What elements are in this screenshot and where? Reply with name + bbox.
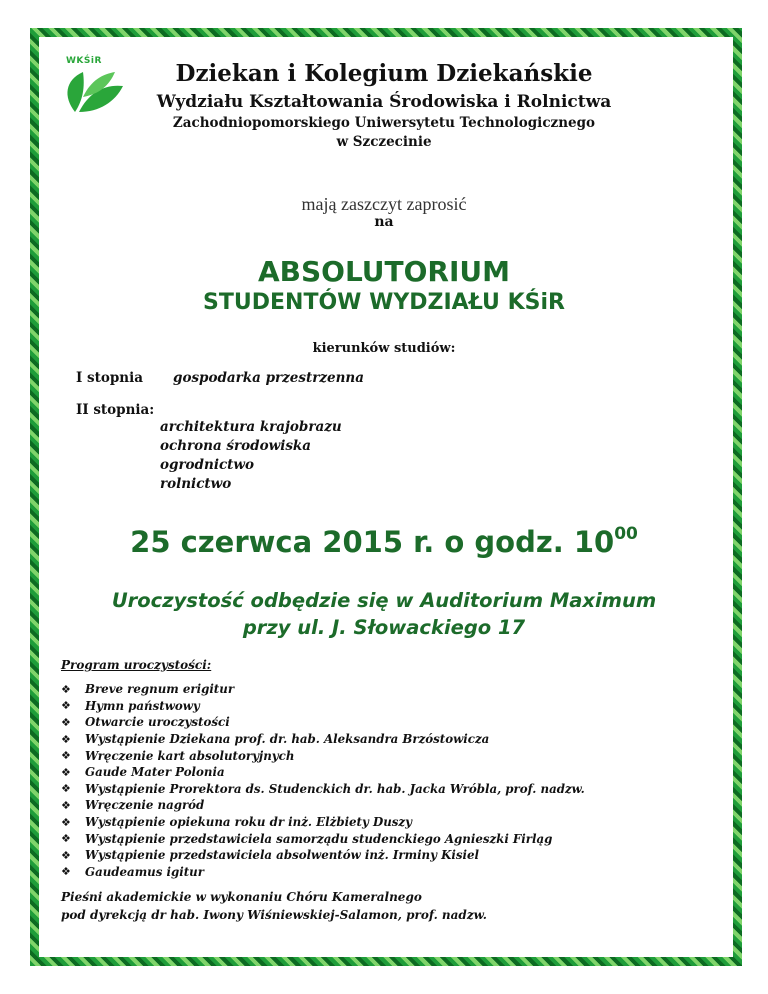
program-item (61, 764, 585, 781)
invitation-text: mają zaszczyt zaprosić (301, 194, 467, 214)
second-level-field: rolnictwo (160, 476, 232, 492)
program-item-text: Wręczenie kart absolutoryjnych (85, 748, 295, 763)
event-date-main: 25 czerwca 2015 r. o godz. 10 (130, 525, 615, 559)
program-item-text: Hymn państwowy (85, 698, 200, 713)
diamond-bullet-icon: ❖ (61, 815, 71, 829)
header-line-3: Zachodniopomorskiego Uniwersytetu Technologicznego (172, 115, 596, 131)
diamond-bullet-icon: ❖ (61, 848, 71, 862)
program-item (61, 714, 585, 731)
event-date-minutes: 00 (614, 524, 638, 544)
diamond-bullet-icon: ❖ (61, 765, 71, 779)
program-item-text: Wystąpienie Prorektora ds. Studenckich dr. hab. Jacka Wróbla, prof. nadzw. (85, 781, 585, 796)
diamond-bullet-icon: ❖ (61, 732, 71, 746)
header-line-4: w Szczecinie (336, 134, 432, 150)
program-list (61, 681, 585, 880)
program-item-text: Wystąpienie przedstawiciela absolwentów inż. Irminy Kisiel (85, 848, 479, 863)
header-line-2: Wydziału Kształtowania Środowiska i Rolnictwa (156, 92, 612, 112)
program-item-text: Gaudeamus igitur (85, 864, 204, 879)
program-item (61, 847, 585, 864)
second-level-field: ogrodnictwo (160, 457, 255, 473)
choir-line-2: pod dyrekcją dr hab. Iwony Wiśniewskiej-Salamon, prof. nadzw. (61, 908, 487, 922)
first-level-field: gospodarka przestrzenna (173, 370, 364, 386)
second-level-field: architektura krajobrazu (160, 419, 342, 435)
diamond-bullet-icon: ❖ (61, 699, 71, 713)
second-level-field: ochrona środowiska (160, 438, 312, 454)
diamond-bullet-icon: ❖ (61, 865, 71, 879)
studies-label: kierunków studiów: (312, 341, 456, 356)
program-item-text: Otwarcie uroczystości (85, 715, 230, 730)
diamond-bullet-icon: ❖ (61, 682, 71, 696)
program-item-text: Gaude Mater Polonia (85, 765, 225, 780)
diamond-bullet-icon: ❖ (61, 749, 71, 763)
diamond-bullet-icon: ❖ (61, 832, 71, 846)
second-level-label: II stopnia: (76, 402, 155, 418)
program-item (61, 747, 585, 764)
program-item-text: Wystąpienie Dziekana prof. dr. hab. Aleksandra Brzóstowicza (85, 732, 490, 747)
event-date (0, 524, 768, 559)
program-item-text: Wystąpienie przedstawiciela samorządu studenckiego Agnieszki Firląg (85, 831, 553, 846)
choir-line-1: Pieśni akademickie w wykonaniu Chóru Kameralnego (61, 890, 422, 904)
first-level-label: I stopnia (76, 370, 143, 386)
program-item-text: Breve regnum erigitur (85, 682, 235, 697)
header-line-1: Dziekan i Kolegium Dziekańskie (175, 60, 593, 87)
program-item (61, 681, 585, 698)
venue-line-2: przy ul. J. Słowackiego 17 (242, 616, 526, 639)
program-item (61, 781, 585, 798)
program-item (61, 864, 585, 881)
program-item-text: Wystąpienie opiekuna roku dr inż. Elżbiety Duszy (85, 815, 412, 830)
diamond-bullet-icon: ❖ (61, 782, 71, 796)
event-title: ABSOLUTORIUM (257, 255, 511, 288)
program-item (61, 830, 585, 847)
program-heading: Program uroczystości: (61, 658, 212, 672)
invitation-na: na (374, 214, 394, 230)
program-item (61, 698, 585, 715)
program-item (61, 731, 585, 748)
logo-label: WKŚiR (66, 56, 102, 66)
program-item-text: Wręczenie nagród (85, 798, 205, 813)
diamond-bullet-icon: ❖ (61, 715, 71, 729)
diamond-bullet-icon: ❖ (61, 798, 71, 812)
program-item (61, 814, 585, 831)
venue-line-1: Uroczystość odbędzie się w Auditorium Maximum (111, 589, 657, 612)
event-subtitle: STUDENTÓW WYDZIAŁU KŚiR (203, 290, 565, 315)
program-item (61, 797, 585, 814)
